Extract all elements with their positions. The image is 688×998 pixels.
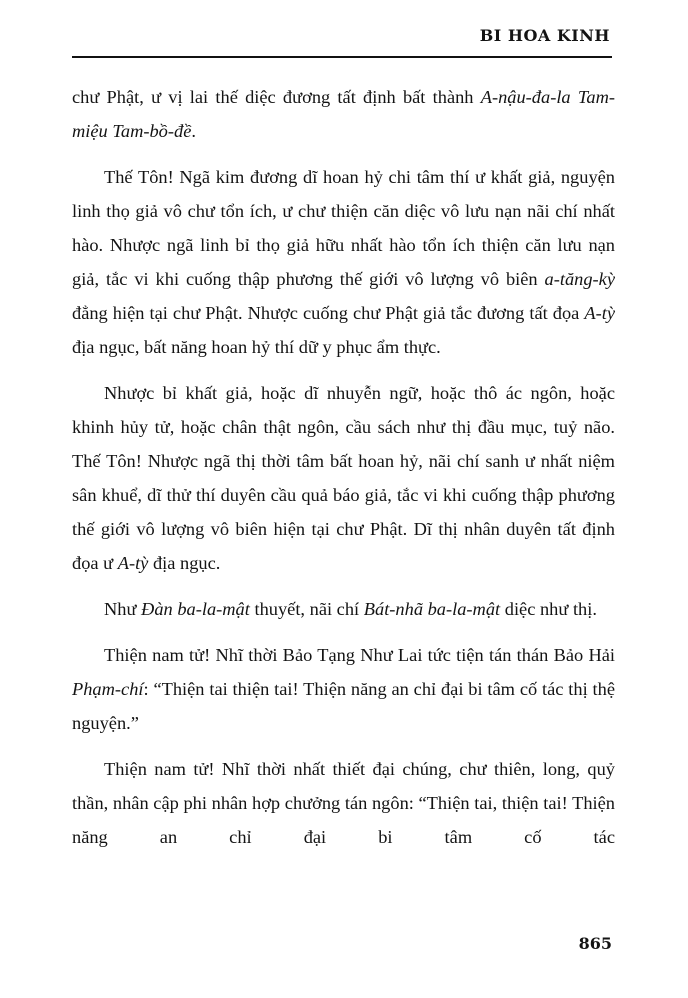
header-rule: [72, 56, 612, 58]
running-head: BI HOA KINH: [479, 26, 610, 45]
paragraph-1: [72, 80, 615, 148]
italic-term: A-nậu-đa-la Tam-miệu Tam-bồ-đề: [72, 87, 615, 141]
italic-term: A-tỳ: [117, 553, 149, 573]
text-run: : “Thiện tai thiện tai! Thiện năng an chỉ đại bi tâm cố tác thị thệ nguyện.”: [72, 679, 615, 733]
italic-term: Phạm-chí: [72, 679, 144, 699]
paragraph-4: [72, 592, 615, 626]
text-run: Thế Tôn! Ngã kim đương dĩ hoan hỷ chi tâm thí ư khất giả, nguyện linh thọ giả vô chư tổn ích, ư chư thiện căn diệc vô lưu nạn nãi chí nhất hào. Nhược ngã linh bỉ thọ giả hữu nhất hào tổn ích thiện căn lưu nạn giả, tắc vi khi cuống thập phương thế giới vô lượng vô biên: [72, 167, 615, 289]
text-run: .: [191, 121, 196, 141]
italic-term: Bát-nhã ba-la-mật: [363, 599, 501, 619]
page-body: [72, 80, 615, 854]
text-run: Như: [104, 599, 142, 619]
paragraph-6: [72, 752, 615, 854]
page-number: 865: [578, 934, 612, 953]
text-run: Thiện nam tử! Nhĩ thời nhất thiết đại chúng, chư thiên, long, quỷ thần, nhân cập phi nhân hợp chưởng tán ngôn: “Thiện tai, thiện tai! Thiện năng an chỉ đại bi tâm cố tác: [72, 759, 615, 847]
paragraph-2: [72, 160, 615, 364]
text-run: Thiện nam tử! Nhĩ thời Bảo Tạng Như Lai tức tiện tán thán Bảo Hải: [104, 645, 615, 665]
text-run: địa ngục, bất năng hoan hỷ thí dữ y phục ẩm thực.: [72, 337, 441, 357]
text-run: diệc như thị.: [500, 599, 597, 619]
italic-term: Đàn ba-la-mật: [141, 599, 250, 619]
text-run: chư Phật, ư vị lai thế diệc đương tất định bất thành: [72, 87, 481, 107]
text-run: đẳng hiện tại chư Phật. Nhược cuống chư Phật giả tắc đương tất đọa: [72, 303, 585, 323]
text-run: thuyết, nãi chí: [249, 599, 364, 619]
text-run: Nhược bỉ khất giả, hoặc dĩ nhuyễn ngữ, hoặc thô ác ngôn, hoặc khinh hủy tử, hoặc chân thật ngôn, cầu sách như thị đầu mục, tuỷ não. Thế Tôn! Nhược ngã thị thời tâm bất hoan hỷ, nãi chí sanh ư nhất niệm sân khuể, dĩ thử thí duyên cầu quả báo giả, tắc vi khi cuống thập phương thế giới vô lượng vô biên hiện tại chư Phật. Dĩ thị nhân duyên tất định đọa ư: [72, 383, 615, 573]
italic-term: a-tăng-kỳ: [544, 269, 615, 289]
paragraph-3: [72, 376, 615, 580]
text-run: địa ngục.: [148, 553, 221, 573]
italic-term: A-tỳ: [584, 303, 615, 323]
paragraph-5: [72, 638, 615, 740]
